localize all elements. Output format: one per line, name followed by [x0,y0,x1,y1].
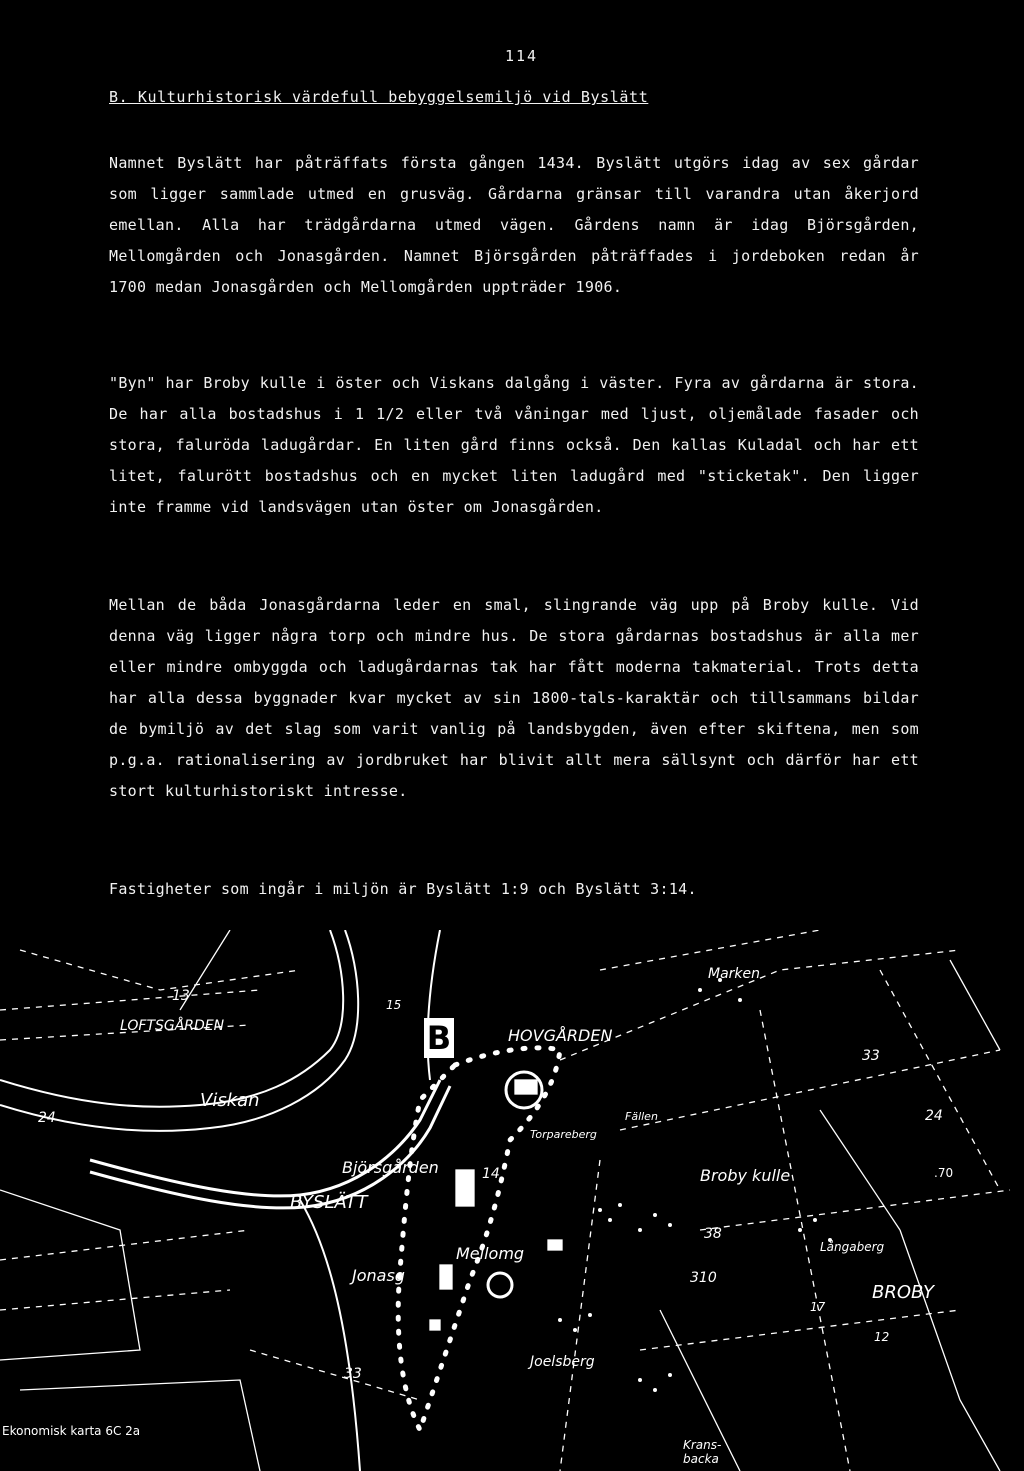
building-2 [440,1265,452,1289]
parcel-24-right: 24 [925,1108,943,1124]
paragraph-village: "Byn" har Broby kulle i öster och Viskans dalgång i väster. Fyra av gårdarna är stora. De har alla bostadshus i 1 1/2 eller två våningar med ljust, oljemålade fasader och stora, faluröda ladugårdar. En liten gård finns också. Den kallas Kuladal och har ett litet, falurött bostadshus och en mycket liten ladugård med "sticketak". Den ligger inte framme vid landsvägen utan öster om Jonasgården. [109,374,919,516]
field-line-6 [820,1110,900,1230]
paragraph-road: Mellan de båda Jonasgårdarna leder en smal, slingrande väg upp på Broby kulle. Vid denna väg ligger några torp och mindre hus. De stora gårdarnas bostadshus är alla mer eller mindre ombyggda och ladugårdarnas tak har fått moderna takmaterial. Trots detta har alla dessa byggnader kvar mycket av sin 1800-tals-karaktär och tillsammans bildar de bymiljö av det slag som varit vanlig på landsbygden, även efter skiftena, men som p.g.a. rationalisering av jordbruket har blivit allt mera sällsynt och därför har ett stort kulturhistoriskt intresse. [109,596,919,800]
field-line-3 [950,960,1000,1050]
map-label-hovgarden: HOVGÅRDEN [508,1026,613,1045]
section-heading: B. Kulturhistorisk värdefull bebyggelsemiljö vid Byslätt [109,88,649,106]
map-label-backa: backa [683,1452,719,1466]
parcel-24-left: 24 [38,1110,56,1126]
field-line-4 [900,1230,1000,1471]
map-label-krans: Krans- [683,1438,722,1452]
property-line-7 [700,1190,1010,1230]
property-line-14 [560,1160,600,1471]
building-1 [456,1170,474,1206]
map-caption: Ekonomisk karta 6C 2a [2,1424,141,1438]
field-line-1 [0,1190,140,1360]
map-label-jonasg: Jonasg [352,1266,405,1285]
building-4 [430,1320,440,1330]
parcel-310: 310 [690,1270,717,1286]
property-line-4 [600,930,820,970]
building-3 [515,1080,537,1094]
map-label-joelsberg: Joelsberg [530,1354,595,1370]
economic-map [0,930,1024,1471]
map-label-broby-kulle: Broby kulle [700,1166,791,1185]
parcel-17: 17 [810,1300,826,1314]
property-line-6 [620,1050,1000,1130]
paragraph-properties: Fastigheter som ingår i miljön är Byslätt 1:9 och Byslätt 3:14. [109,880,697,898]
map-label-broby: BROBY [872,1282,935,1303]
paragraph-history: Namnet Byslätt har påträffats första gången 1434. Byslätt utgörs idag av sex gårdar som ligger sammlade utmed en grusväg. Gårdarna gränsar till varandra utan åkerjord emellan. Alla har trädgårdarna utmed vägen. Gårdens namn är idag Björsgården, Mellomgården och Jonasgården. Namnet Björsgården påträffades i jordeboken redan år 1700 medan Jonasgården och Mellomgården uppträder 1906. [109,154,919,296]
map-label-marken: Marken [708,966,761,982]
property-line-8 [640,1310,960,1350]
page-number: 114 [505,47,539,65]
map-label-fallen: Fällen [625,1110,658,1123]
map-label-loftsgarden: LOFTSGÅRDEN [120,1018,225,1034]
parcel-70: .70 [934,1166,954,1180]
building-round-2 [488,1273,512,1297]
property-line-10 [0,1290,230,1310]
property-line-3 [20,950,300,990]
map-linework [0,930,1024,1471]
parcel-12: 12 [874,1330,890,1344]
map-label-viskan: Viskan [200,1090,260,1111]
property-line-1 [0,990,260,1010]
area-marker-b: B [424,1018,454,1058]
parcel-14: 14 [482,1166,500,1182]
parcel-33: 33 [862,1048,880,1064]
parcel-33-bottom: 33 [344,1366,362,1382]
map-label-mellomg: Mellomg [456,1244,525,1263]
road-south [300,1200,360,1471]
parcel-13: 13 [172,988,190,1004]
map-label-bjorsgarden: Björsgården [342,1158,439,1177]
map-label-torpareberg: Torpareberg [530,1128,597,1141]
property-line-12 [880,970,1000,1190]
property-line-11 [250,1350,420,1400]
map-label-langaberg: Långaberg [820,1240,885,1254]
building-5 [548,1240,562,1250]
property-line-9 [0,1230,250,1260]
parcel-15: 15 [386,998,402,1012]
map-label-byslatt: BYSLÄTT [290,1192,368,1213]
main-road-line-1 [90,1080,440,1196]
parcel-38: 38 [704,1226,722,1242]
